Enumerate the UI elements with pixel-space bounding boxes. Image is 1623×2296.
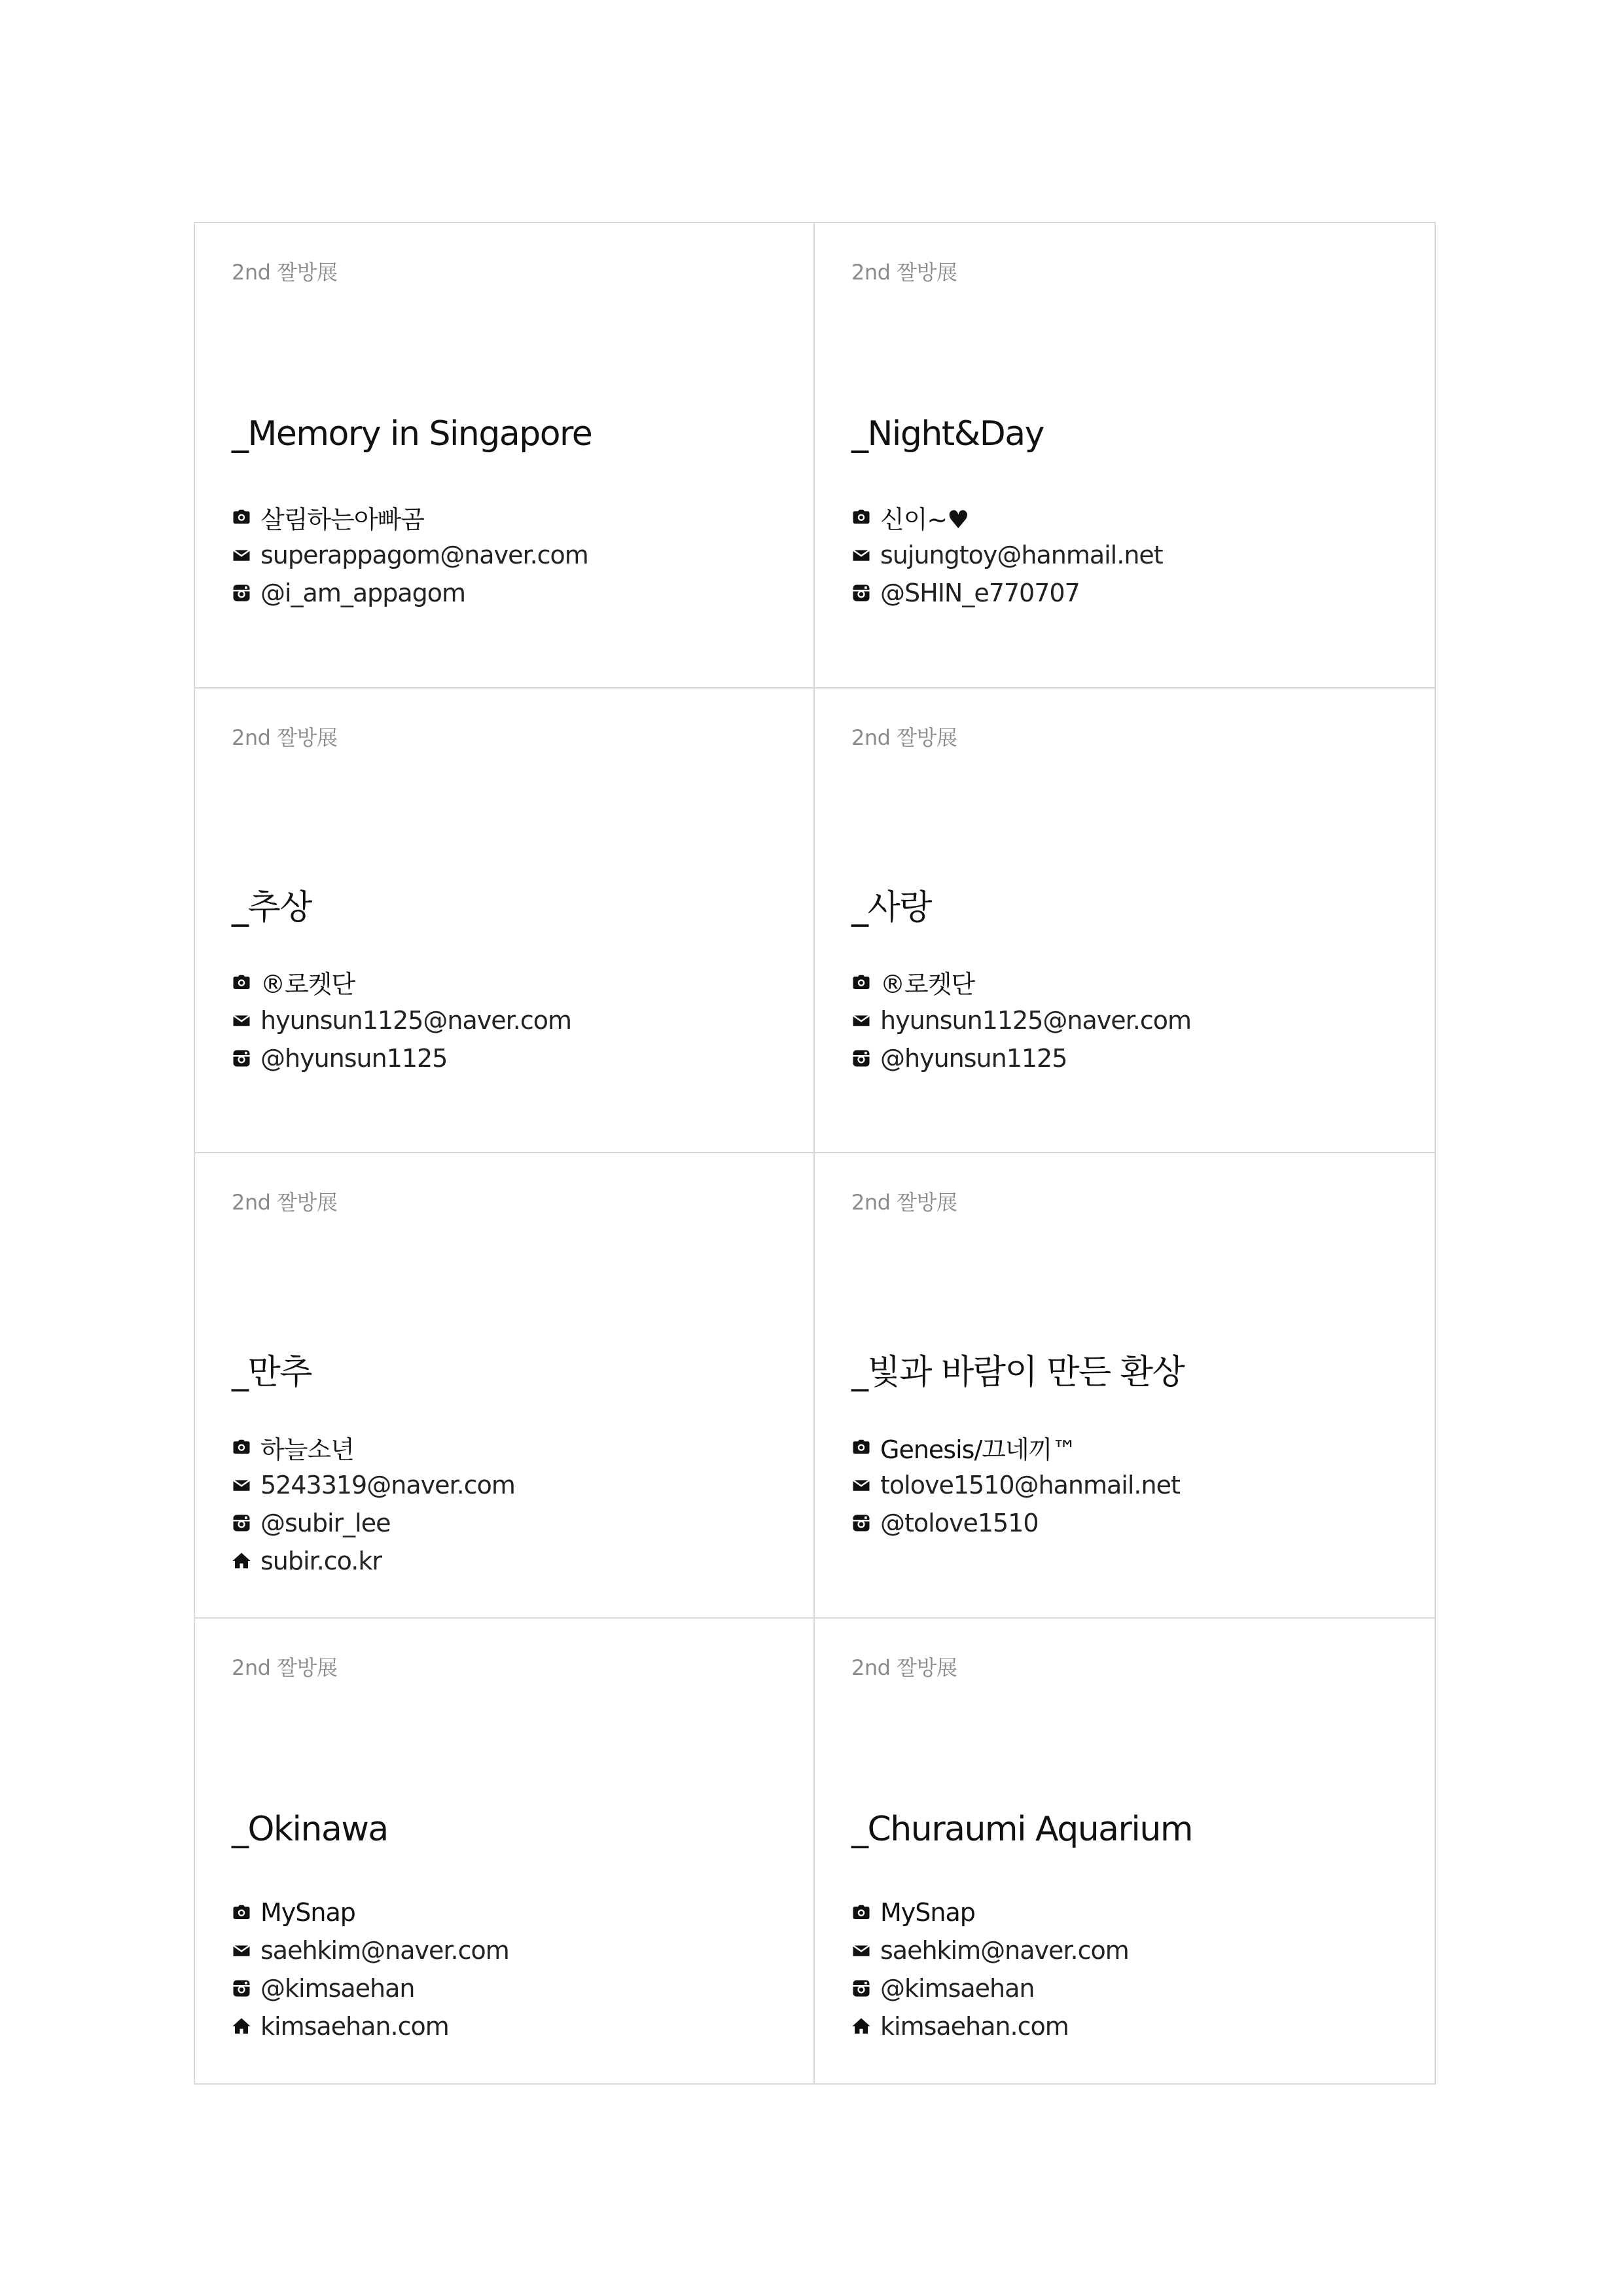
mail-icon: [851, 545, 871, 565]
camera-icon: [851, 507, 871, 527]
mail-icon: [851, 1941, 871, 1960]
home-icon: [232, 1551, 251, 1571]
photographer-text: 신이~♥: [880, 505, 969, 534]
contact-list: [851, 963, 1191, 1077]
instagram-text: @subir_lee: [260, 1509, 391, 1537]
mail-icon: [851, 1475, 871, 1495]
event-label: 2nd 짤방展: [232, 1655, 338, 1680]
camera-icon: [851, 1903, 871, 1922]
email-text[interactable]: superappagom@naver.com: [260, 541, 588, 569]
home-icon: [851, 2017, 871, 2036]
instagram-row: [232, 1039, 571, 1077]
instagram-row: [232, 1504, 515, 1542]
email-row: [232, 1466, 515, 1504]
camera-icon: [851, 1437, 871, 1457]
photo-title: _Churaumi Aquarium: [851, 1809, 1192, 1849]
email-row: [232, 536, 588, 574]
homepage-row: [232, 1542, 515, 1580]
mail-icon: [232, 1011, 251, 1030]
homepage-text[interactable]: subir.co.kr: [260, 1547, 382, 1575]
contact-list: [851, 1428, 1180, 1542]
photo-title: _추상: [232, 888, 312, 927]
event-label: 2nd 짤방展: [851, 1190, 957, 1215]
photographer-text: ®로켓단: [260, 970, 355, 999]
photo-title: _만추: [232, 1353, 312, 1392]
instagram-icon: [851, 1513, 871, 1533]
card: [815, 1619, 1435, 2084]
homepage-row: [851, 2007, 1129, 2045]
instagram-row: [851, 1969, 1129, 2007]
photo-title: _Okinawa: [232, 1809, 388, 1849]
instagram-text: @hyunsun1125: [880, 1043, 1067, 1073]
email-row: [851, 1001, 1191, 1039]
event-label: 2nd 짤방展: [851, 725, 957, 750]
instagram-icon: [232, 1513, 251, 1533]
contact-list: [851, 1893, 1129, 2045]
instagram-icon: [851, 1049, 871, 1068]
camera-icon: [851, 973, 871, 992]
email-row: [851, 536, 1163, 574]
email-row: [232, 1931, 509, 1969]
email-row: [851, 1931, 1129, 1969]
card: [815, 1153, 1435, 1619]
photographer-row: [851, 498, 1163, 536]
photo-title: _사랑: [851, 888, 931, 927]
instagram-row: [851, 1504, 1180, 1542]
email-text[interactable]: 5243319@naver.com: [260, 1471, 515, 1499]
photo-title: _Memory in Singapore: [232, 414, 592, 454]
email-row: [232, 1001, 571, 1039]
event-label: 2nd 짤방展: [851, 1655, 957, 1680]
photographer-row: [851, 1428, 1180, 1466]
camera-icon: [232, 507, 251, 527]
camera-icon: [232, 1903, 251, 1922]
photographer-row: [232, 1893, 509, 1931]
instagram-icon: [232, 1049, 251, 1068]
event-label: 2nd 짤방展: [851, 260, 957, 285]
instagram-row: [851, 574, 1163, 612]
photographer-row: [851, 1893, 1129, 1931]
camera-icon: [232, 973, 251, 992]
photographer-text: Genesis/끄네끼™: [880, 1435, 1077, 1464]
event-label: 2nd 짤방展: [232, 1190, 338, 1215]
home-icon: [232, 2017, 251, 2036]
homepage-text[interactable]: kimsaehan.com: [880, 2011, 1069, 2041]
mail-icon: [232, 545, 251, 565]
instagram-icon: [851, 583, 871, 603]
instagram-text: @SHIN_e770707: [880, 579, 1080, 607]
instagram-icon: [232, 583, 251, 603]
contact-list: [851, 498, 1163, 612]
card: [195, 689, 815, 1154]
card-sheet: [194, 222, 1436, 2085]
instagram-row: [232, 1969, 509, 2007]
card: [195, 1153, 815, 1619]
camera-icon: [232, 1437, 251, 1457]
email-row: [851, 1466, 1180, 1504]
instagram-text: @kimsaehan: [260, 1973, 415, 2003]
photographer-text: ®로켓단: [880, 970, 975, 999]
photographer-row: [851, 963, 1191, 1001]
instagram-text: @kimsaehan: [880, 1973, 1035, 2003]
card: [815, 689, 1435, 1154]
card: [815, 223, 1435, 689]
photographer-text: MySnap: [880, 1897, 975, 1927]
homepage-text[interactable]: kimsaehan.com: [260, 2011, 449, 2041]
photographer-text: 살림하는아빠곰: [260, 505, 424, 534]
homepage-row: [232, 2007, 509, 2045]
email-text[interactable]: sujungtoy@hanmail.net: [880, 541, 1163, 569]
mail-icon: [232, 1475, 251, 1495]
contact-list: [232, 1893, 509, 2045]
photo-title: _빛과 바람이 만든 환상: [851, 1353, 1185, 1392]
photographer-text: MySnap: [260, 1897, 355, 1927]
email-text[interactable]: saehkim@naver.com: [260, 1935, 509, 1965]
card: [195, 223, 815, 689]
mail-icon: [851, 1011, 871, 1030]
email-text[interactable]: saehkim@naver.com: [880, 1935, 1129, 1965]
event-label: 2nd 짤방展: [232, 260, 338, 285]
photographer-row: [232, 1428, 515, 1466]
email-text[interactable]: hyunsun1125@naver.com: [880, 1005, 1192, 1035]
instagram-icon: [232, 1979, 251, 1998]
photographer-row: [232, 498, 588, 536]
photo-title: _Night&Day: [851, 414, 1044, 454]
instagram-icon: [851, 1979, 871, 1998]
instagram-text: @i_am_appagom: [260, 579, 466, 607]
photographer-row: [232, 963, 571, 1001]
instagram-row: [232, 574, 588, 612]
card: [195, 1619, 815, 2084]
contact-list: [232, 498, 588, 612]
contact-list: [232, 963, 571, 1077]
instagram-text: @hyunsun1125: [260, 1043, 448, 1073]
email-text[interactable]: tolove1510@hanmail.net: [880, 1471, 1180, 1499]
event-label: 2nd 짤방展: [232, 725, 338, 750]
mail-icon: [232, 1941, 251, 1960]
instagram-text: @tolove1510: [880, 1509, 1039, 1537]
instagram-row: [851, 1039, 1191, 1077]
photographer-text: 하늘소년: [260, 1435, 354, 1464]
email-text[interactable]: hyunsun1125@naver.com: [260, 1005, 572, 1035]
contact-list: [232, 1428, 515, 1580]
